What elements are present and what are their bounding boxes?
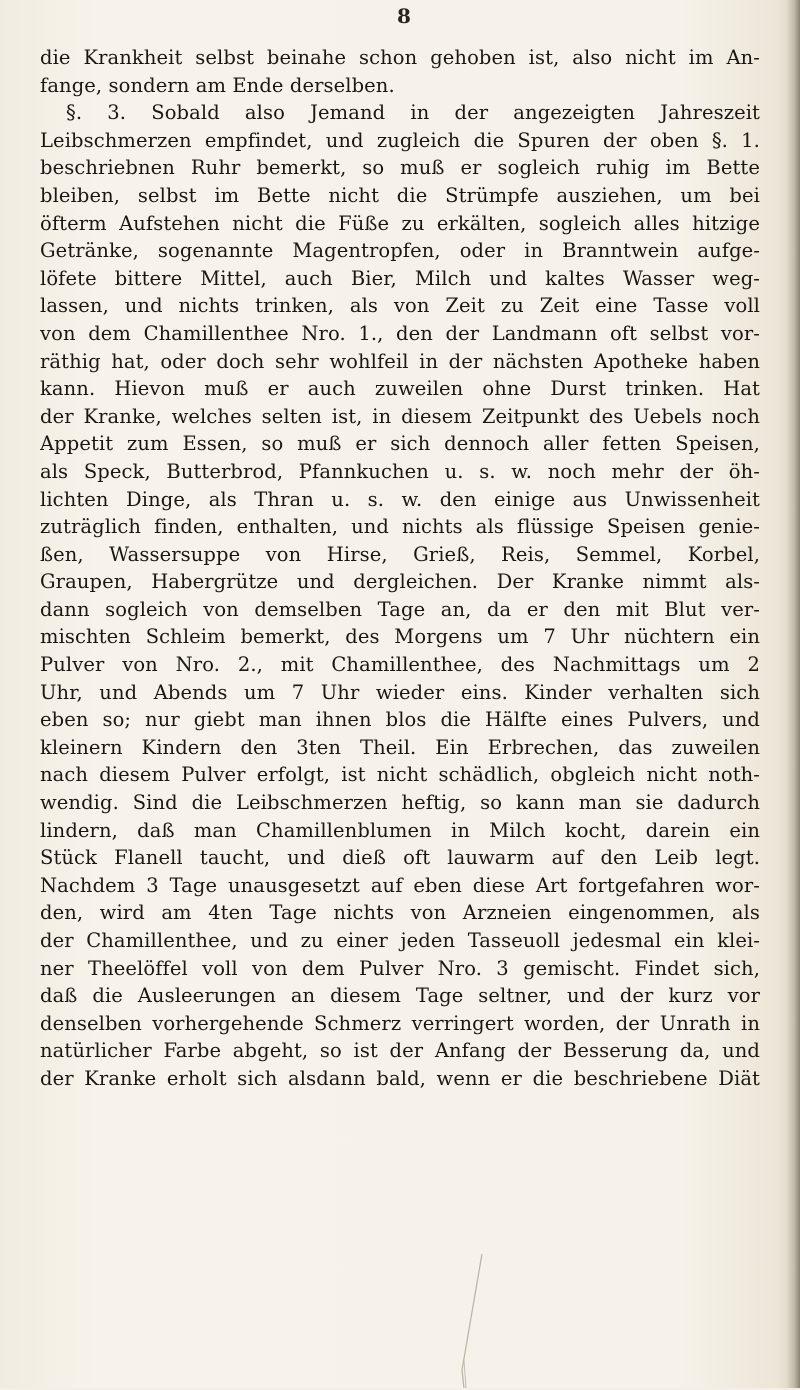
page-edge-shadow (786, 0, 800, 1388)
text-line: von dem Chamillenthee Nro. 1., den der Landmann oft selbst vor- (40, 321, 760, 345)
text-line: Graupen, Habergrütze und dergleichen. Der Kranke nimmt als- (40, 570, 760, 594)
body-text (40, 44, 760, 1093)
text-line: lichten Dinge, als Thran u. s. w. den einige aus Unwissenheit (40, 487, 760, 511)
text-line: öfterm Aufstehen nicht die Füße zu erkälten, sogleich alles hitzige (40, 211, 760, 235)
text-line: bleiben, selbst im Bette nicht die Strümpfe ausziehen, um bei (40, 183, 760, 207)
page-number: 8 (397, 4, 411, 28)
text-line: beschriebnen Ruhr bemerkt, so muß er sogleich ruhig im Bette (40, 156, 760, 180)
text-line: Stück Flanell taucht, und dieß oft lauwarm auf den Leib legt. (40, 846, 760, 870)
text-line: der Kranke, welches selten ist, in diesem Zeitpunkt des Uebels noch (40, 404, 760, 428)
text-line: räthig hat, oder doch sehr wohlfeil in der nächsten Apotheke haben (40, 349, 760, 373)
pencil-mark (452, 1250, 492, 1390)
text-line: ner Theelöffel voll von dem Pulver Nro. 3 gemischt. Findet sich, (40, 956, 760, 980)
text-line: lassen, und nichts trinken, als von Zeit zu Zeit eine Tasse voll (40, 294, 760, 318)
text-line: die Krankheit selbst beinahe schon gehoben ist, also nicht im An- (40, 46, 760, 69)
text-line: kleinern Kindern den 3ten Theil. Ein Erbrechen, das zuweilen (40, 735, 760, 759)
text-line: der Kranke erholt sich alsdann bald, wenn er die beschriebene Diät (40, 1066, 760, 1090)
text-line: Getränke, sogenannte Magentropfen, oder in Branntwein aufge- (40, 239, 760, 263)
text-line: lindern, daß man Chamillenblumen in Milch kocht, darein ein (40, 818, 760, 842)
text-line: Uhr, und Abends um 7 Uhr wieder eins. Kinder verhalten sich (40, 680, 760, 704)
text-line: löfete bittere Mittel, auch Bier, Milch und kaltes Wasser weg- (40, 266, 760, 290)
text-line: denselben vorhergehende Schmerz verringert worden, der Unrath in (40, 1011, 760, 1035)
text-line: eben so; nur giebt man ihnen blos die Hälfte eines Pulvers, und (40, 708, 760, 732)
text-line: den, wird am 4ten Tage nichts von Arzneien eingenommen, als (40, 901, 760, 925)
text-line: kann. Hievon muß er auch zuweilen ohne Durst trinken. Hat (40, 377, 760, 401)
text-line: §. 3. Sobald also Jemand in der angezeigten Jahreszeit (66, 101, 760, 125)
text-line: zuträglich finden, enthalten, und nichts als flüssige Speisen genie- (40, 515, 760, 539)
text-line: ßen, Wassersuppe von Hirse, Grieß, Reis, Semmel, Korbel, (40, 542, 760, 566)
text-line: Leibschmerzen empfindet, und zugleich die Spuren der oben §. 1. (40, 128, 760, 152)
text-line: Pulver von Nro. 2., mit Chamillenthee, des Nachmittags um 2 (40, 653, 760, 677)
text-line: der Chamillenthee, und zu einer jeden Tasseuoll jedesmal ein klei- (40, 929, 760, 952)
text-line: natürlicher Farbe abgeht, so ist der Anfang der Besserung da, und (40, 1039, 760, 1063)
text-line: daß die Ausleerungen an diesem Tage seltner, und der kurz vor (40, 984, 760, 1008)
text-line: wendig. Sind die Leibschmerzen heftig, so kann man sie dadurch (40, 791, 760, 815)
text-line: Nachdem 3 Tage unausgesetzt auf eben diese Art fortgefahren wor- (40, 873, 760, 897)
text-line: fange, sondern am Ende derselben. (40, 73, 395, 97)
text-line: mischten Schleim bemerkt, des Morgens um 7 Uhr nüchtern ein (40, 625, 760, 649)
text-line: nach diesem Pulver erfolgt, ist nicht schädlich, obgleich nicht noth- (40, 763, 760, 787)
text-line: dann sogleich von demselben Tage an, da er den mit Blut ver- (40, 597, 760, 621)
text-line: Appetit zum Essen, so muß er sich dennoch aller fetten Speisen, (40, 432, 760, 456)
text-line: als Speck, Butterbrod, Pfannkuchen u. s. w. noch mehr der öh- (40, 459, 760, 483)
